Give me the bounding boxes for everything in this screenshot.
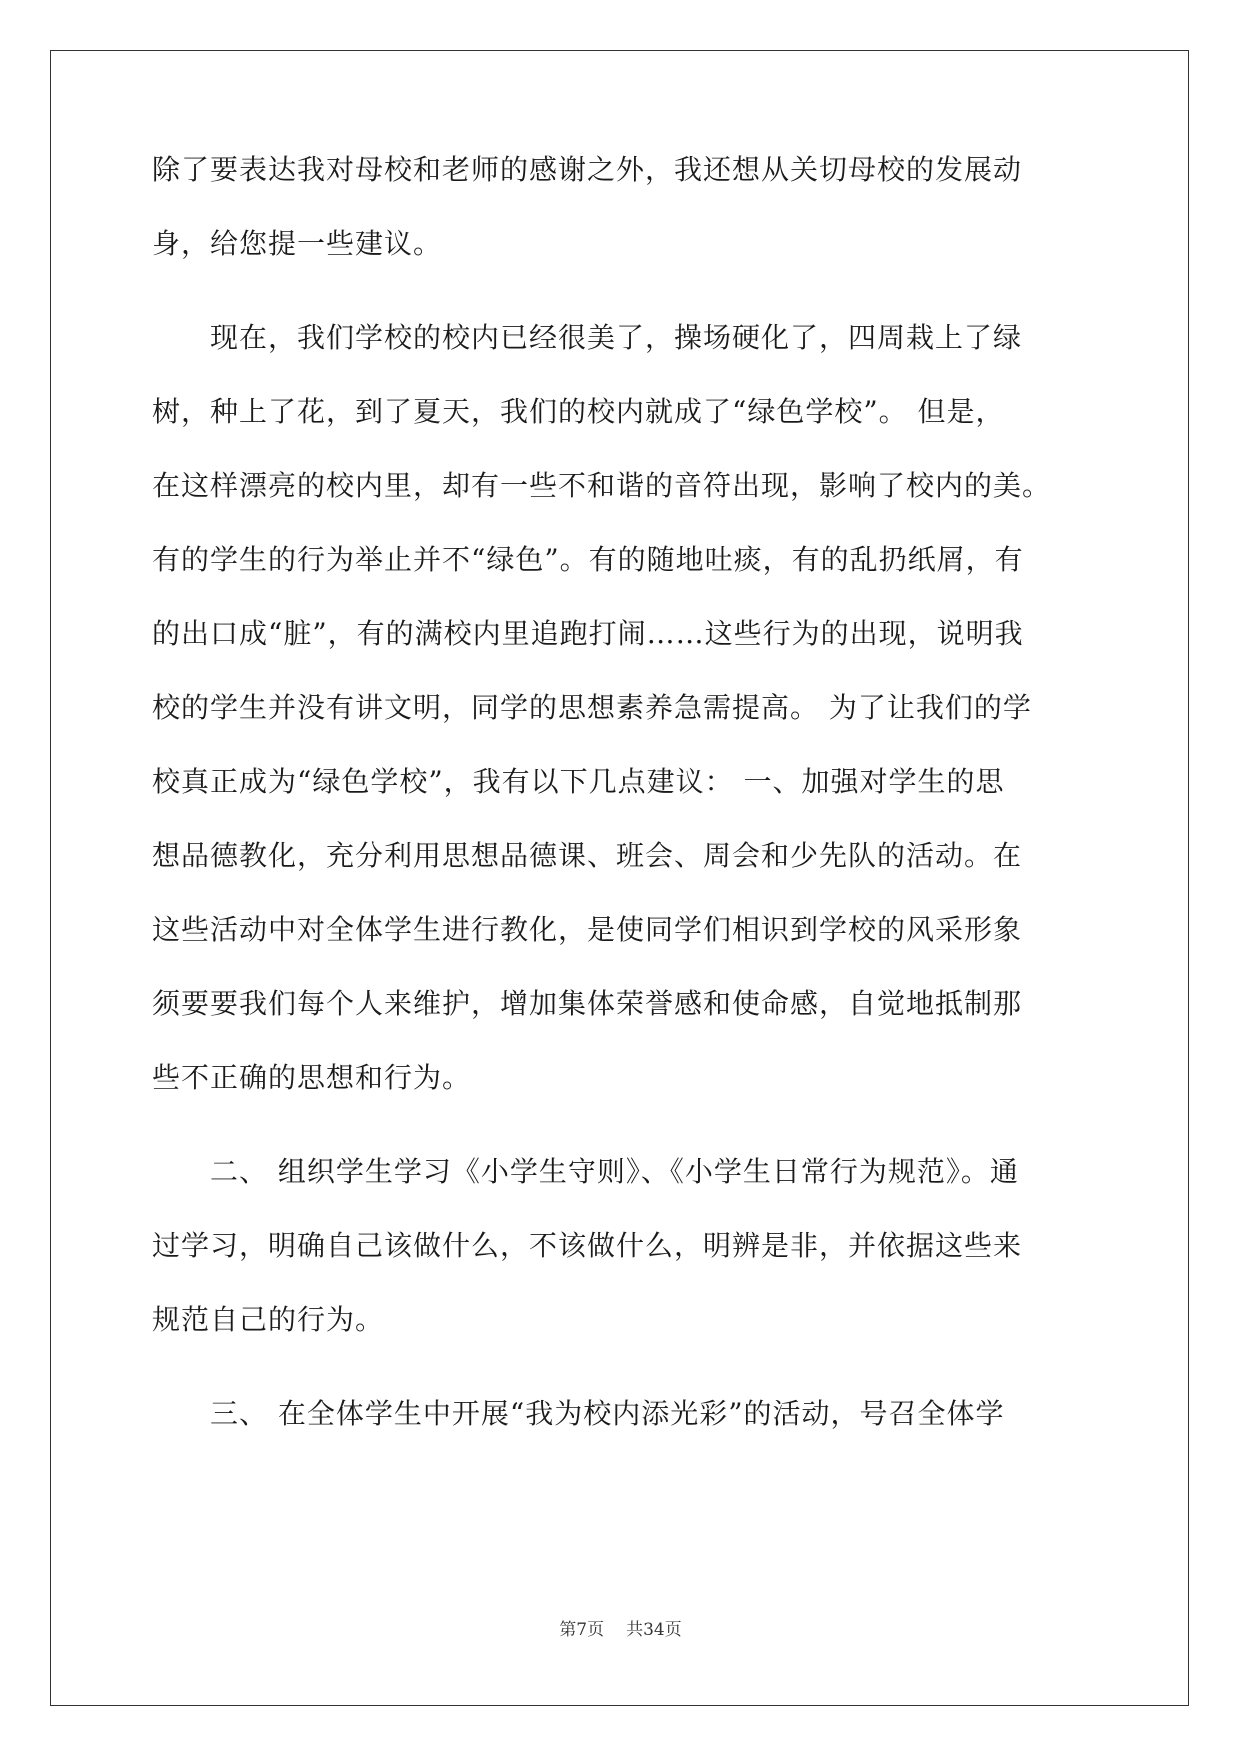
text-line: 须要要我们每个人来维护，增加集体荣誉感和使命感，自觉地抵制那 <box>152 987 1023 1020</box>
text-line: 在这样漂亮的校内里，却有一些不和谐的音符出现，影响了校内的美。 <box>152 469 1052 502</box>
text-line: 二、 组织学生学习《小学生守则》、《小学生日常行为规范》。通 <box>152 1155 1019 1188</box>
page-number: 第7页 <box>559 1620 605 1640</box>
text-line: 想品德教化，充分利用思想品德课、班会、周会和少先队的活动。在 <box>152 839 1023 872</box>
text-line: 些不正确的思想和行为。 <box>152 1061 472 1094</box>
page-border <box>50 50 1189 1706</box>
page-footer <box>0 1618 1241 1642</box>
text-line: 规范自己的行为。 <box>152 1303 385 1336</box>
text-line: 三、 在全体学生中开展“我为校内添光彩”的活动，号召全体学 <box>152 1397 1005 1430</box>
text-line: 除了要表达我对母校和老师的感谢之外，我还想从关切母校的发展动 <box>152 153 1023 186</box>
text-line: 校真正成为“绿色学校”，我有以下几点建议： 一、加强对学生的思 <box>152 765 1005 798</box>
text-line: 的出口成“脏”，有的满校内里追跑打闹……这些行为的出现，说明我 <box>152 617 1024 650</box>
text-line: 这些活动中对全体学生进行教化，是使同学们相识到学校的风采形象 <box>152 913 1023 946</box>
text-line: 身，给您提一些建议。 <box>152 227 443 260</box>
text-line: 过学习，明确自己该做什么，不该做什么，明辨是非，并依据这些来 <box>152 1229 1023 1262</box>
page-total: 共34页 <box>626 1620 682 1640</box>
text-line: 有的学生的行为举止并不“绿色”。有的随地吐痰，有的乱扔纸屑，有 <box>152 543 1024 576</box>
text-line: 树，种上了花，到了夏天，我们的校内就成了“绿色学校”。 但是， <box>152 395 1005 428</box>
text-line: 现在，我们学校的校内已经很美了，操场硬化了，四周栽上了绿 <box>152 321 1023 354</box>
text-line: 校的学生并没有讲文明，同学的思想素养急需提高。 为了让我们的学 <box>152 691 1032 724</box>
